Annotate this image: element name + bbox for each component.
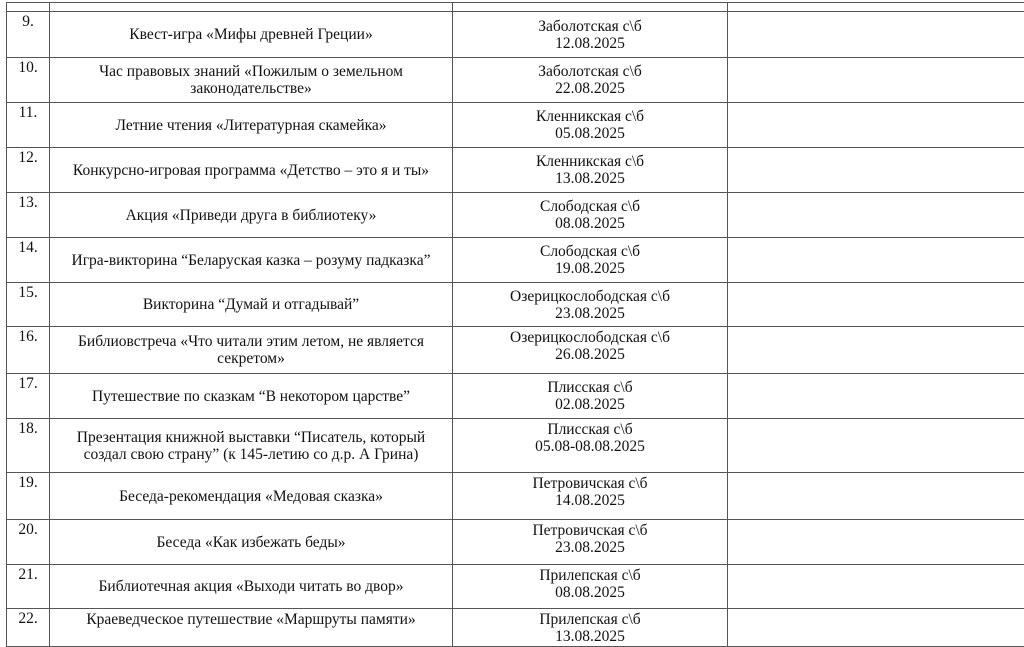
- place-date-cell: [453, 374, 728, 419]
- header-cell: [7, 3, 50, 12]
- event-date: 23.08.2025: [453, 539, 727, 556]
- table-row: [7, 419, 1024, 473]
- table-row: [7, 12, 1024, 58]
- row-number: 10.: [7, 58, 50, 103]
- library-name: Озерицкослободская с\б: [453, 288, 727, 305]
- empty-cell: [728, 419, 1024, 473]
- event-date: 14.08.2025: [453, 492, 727, 509]
- empty-cell: [728, 520, 1024, 565]
- library-name: Прилепская с\б: [453, 567, 727, 584]
- empty-cell: [728, 193, 1024, 238]
- place-date-cell: [453, 238, 728, 283]
- event-date: 26.08.2025: [453, 346, 727, 363]
- place-date-cell: [453, 419, 728, 473]
- row-number: 20.: [7, 520, 50, 565]
- table-row: [7, 238, 1024, 283]
- header-cell: [50, 3, 453, 12]
- place-date-cell: [453, 520, 728, 565]
- row-number: 9.: [7, 12, 50, 58]
- table-header-row: [7, 3, 1024, 12]
- row-number: 15.: [7, 283, 50, 327]
- library-name: Плисская с\б: [453, 379, 727, 396]
- place-date-cell: [453, 283, 728, 327]
- row-number: 22.: [7, 609, 50, 647]
- table-row: [7, 374, 1024, 419]
- row-number: 12.: [7, 148, 50, 193]
- empty-cell: [728, 148, 1024, 193]
- library-name: Петровичская с\б: [453, 475, 727, 492]
- place-date-cell: [453, 473, 728, 520]
- row-number: 14.: [7, 238, 50, 283]
- table-row: [7, 473, 1024, 520]
- library-name: Петровичская с\б: [453, 522, 727, 539]
- place-date-cell: [453, 565, 728, 609]
- library-name: Слободская с\б: [453, 198, 727, 215]
- place-date-cell: [453, 609, 728, 647]
- table-row: [7, 193, 1024, 238]
- library-name: Заболотская с\б: [453, 63, 727, 80]
- row-number: 13.: [7, 193, 50, 238]
- event-title: Презентация книжной выставки “Писатель, который создал свою страну” (к 145-летию со д.р. А Грина): [50, 419, 453, 473]
- empty-cell: [728, 565, 1024, 609]
- table-row: [7, 327, 1024, 374]
- event-date: 05.08.2025: [453, 125, 727, 142]
- event-date: 05.08-08.08.2025: [453, 438, 727, 455]
- event-title: Конкурсно-игровая программа «Детство – это я и ты»: [50, 148, 453, 193]
- event-date: 23.08.2025: [453, 305, 727, 322]
- event-date: 19.08.2025: [453, 260, 727, 277]
- event-date: 08.08.2025: [453, 584, 727, 601]
- place-date-cell: [453, 327, 728, 374]
- event-date: 13.08.2025: [453, 628, 727, 645]
- row-number: 18.: [7, 419, 50, 473]
- library-name: Прилепская с\б: [453, 611, 727, 628]
- event-date: 12.08.2025: [453, 35, 727, 52]
- events-table: [6, 2, 1024, 647]
- event-title: Краеведческое путешествие «Маршруты памяти»: [50, 609, 453, 647]
- library-name: Плисская с\б: [453, 421, 727, 438]
- table-row: [7, 283, 1024, 327]
- empty-cell: [728, 103, 1024, 148]
- library-name: Кленникская с\б: [453, 153, 727, 170]
- header-cell: [728, 3, 1024, 12]
- row-number: 17.: [7, 374, 50, 419]
- empty-cell: [728, 609, 1024, 647]
- event-title: Библиовстреча «Что читали этим летом, не является секретом»: [50, 327, 453, 374]
- empty-cell: [728, 238, 1024, 283]
- event-title: Путешествие по сказкам “В некотором царстве”: [50, 374, 453, 419]
- event-date: 08.08.2025: [453, 215, 727, 232]
- event-date: 22.08.2025: [453, 80, 727, 97]
- library-name: Кленникская с\б: [453, 108, 727, 125]
- empty-cell: [728, 12, 1024, 58]
- empty-cell: [728, 327, 1024, 374]
- event-date: 13.08.2025: [453, 170, 727, 187]
- place-date-cell: [453, 58, 728, 103]
- header-cell: [453, 3, 728, 12]
- event-title: Час правовых знаний «Пожилым о земельном законодательстве»: [50, 58, 453, 103]
- event-date: 02.08.2025: [453, 396, 727, 413]
- table-row: [7, 520, 1024, 565]
- table-row: [7, 565, 1024, 609]
- place-date-cell: [453, 193, 728, 238]
- table-row: [7, 58, 1024, 103]
- event-title: Викторина “Думай и отгадывай”: [50, 283, 453, 327]
- event-title: Игра-викторина “Беларуская казка – розуму падказка”: [50, 238, 453, 283]
- empty-cell: [728, 283, 1024, 327]
- event-title: Квест-игра «Мифы древней Греции»: [50, 12, 453, 58]
- empty-cell: [728, 473, 1024, 520]
- row-number: 11.: [7, 103, 50, 148]
- library-name: Заболотская с\б: [453, 18, 727, 35]
- row-number: 21.: [7, 565, 50, 609]
- event-title: Беседа-рекомендация «Медовая сказка»: [50, 473, 453, 520]
- event-title: Летние чтения «Литературная скамейка»: [50, 103, 453, 148]
- empty-cell: [728, 374, 1024, 419]
- table-row: [7, 148, 1024, 193]
- event-title: Беседа «Как избежать беды»: [50, 520, 453, 565]
- event-title: Библиотечная акция «Выходи читать во двор»: [50, 565, 453, 609]
- place-date-cell: [453, 12, 728, 58]
- empty-cell: [728, 58, 1024, 103]
- place-date-cell: [453, 148, 728, 193]
- row-number: 19.: [7, 473, 50, 520]
- library-name: Озерицкослободская с\б: [453, 329, 727, 346]
- library-name: Слободская с\б: [453, 243, 727, 260]
- table-row: [7, 103, 1024, 148]
- table-row: [7, 609, 1024, 647]
- event-title: Акция «Приведи друга в библиотеку»: [50, 193, 453, 238]
- place-date-cell: [453, 103, 728, 148]
- row-number: 16.: [7, 327, 50, 374]
